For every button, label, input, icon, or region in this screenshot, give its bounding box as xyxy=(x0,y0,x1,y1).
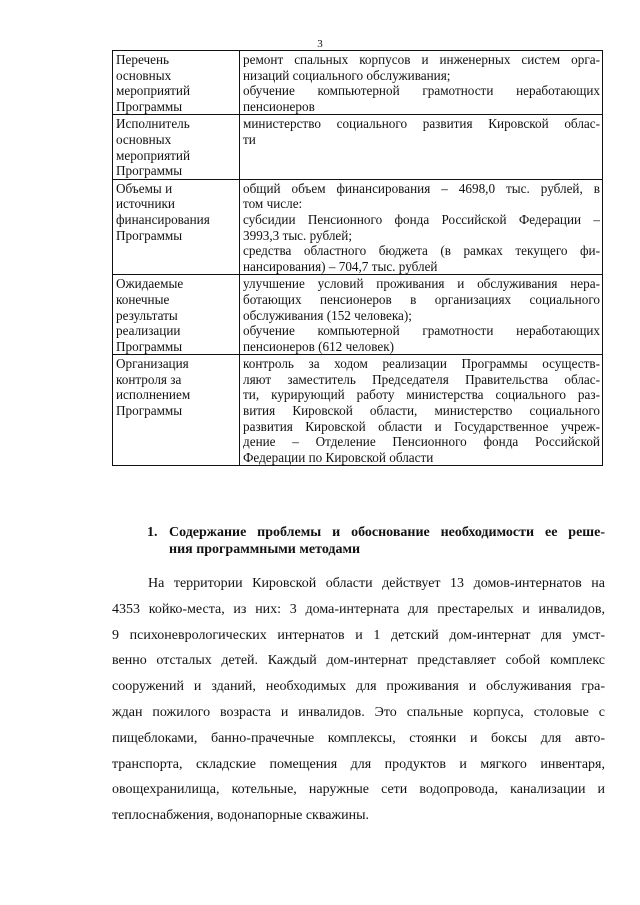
value-line: дение – Отделение Пенсионного фонда Российской xyxy=(243,434,600,450)
section-title-line: Содержание проблемы и обоснование необходимости ее реше- xyxy=(169,525,605,540)
label-line: Программы xyxy=(116,227,183,243)
label-line: Перечень xyxy=(116,52,170,67)
paragraph-line: пищеблоками, банно-прачечные комплексы, стоянки и боксы для авто- xyxy=(112,730,605,746)
value-line: контроль за ходом реализации Программы осуществ- xyxy=(243,356,600,372)
table-row xyxy=(113,51,603,115)
label-line: финансирования xyxy=(116,211,210,227)
section-number: 1. xyxy=(147,525,158,540)
row-value xyxy=(240,51,603,115)
table-row xyxy=(113,179,603,275)
value-line: нансирования) – 704,7 тыс. рублей xyxy=(243,258,438,274)
paragraph-line: ждан пожилого возраста и инвалидов. Это спальные корпуса, столовые с xyxy=(112,704,605,720)
value-line: улучшение условий проживания и обслуживания нера- xyxy=(243,276,600,292)
label-line: Программы xyxy=(116,98,183,114)
label-line: Организация xyxy=(116,356,189,372)
value-line: ремонт спальных корпусов и инженерных систем орга- xyxy=(243,52,600,67)
page-number: 3 xyxy=(317,38,323,50)
paragraph-line: овощехранилища, котельные, наружные сети водопровода, канализации и xyxy=(112,782,605,798)
value-line: субсидии Пенсионного фонда Российской Федерации – xyxy=(243,211,600,227)
table-row xyxy=(113,115,603,179)
label-line: основных xyxy=(116,67,172,83)
label-line: Исполнитель xyxy=(116,116,190,132)
label-line: источники xyxy=(116,196,175,212)
label-line: конечные xyxy=(116,291,170,307)
value-line: обучение компьютерной грамотности неработающих xyxy=(243,323,600,339)
label-line: реализации xyxy=(116,323,181,339)
value-line: том числе: xyxy=(243,196,303,212)
row-value xyxy=(240,179,603,275)
table-row xyxy=(113,275,603,355)
row-label xyxy=(113,179,240,275)
label-line: Программы xyxy=(116,163,183,179)
label-line: Программы xyxy=(116,338,183,354)
value-line: пенсионеров (612 человек) xyxy=(243,338,395,354)
program-passport-table xyxy=(112,50,603,466)
label-line: Ожидаемые xyxy=(116,276,184,292)
value-line: министерство социального развития Кировской облас- xyxy=(243,116,600,132)
paragraph-line: 4353 койко-места, из них: 3 дома-интерната для престарелых и инвалидов, xyxy=(112,601,605,617)
paragraph-line: транспорта, складские помещения для продуктов и мягкого инвентаря, xyxy=(112,756,605,772)
value-line: пенсионеров xyxy=(243,98,315,114)
value-line: низаций социального обслуживания; xyxy=(243,67,451,83)
section-title xyxy=(169,524,605,558)
label-line: результаты xyxy=(116,307,178,323)
label-line: Объемы и xyxy=(116,180,173,196)
table-row xyxy=(113,355,603,466)
paragraph-line: 9 психоневрологических интернатов и 1 детский дом-интернат для умст- xyxy=(112,627,605,643)
row-value xyxy=(240,115,603,179)
paragraph-line: теплоснабжения, водонапорные скважины. xyxy=(112,808,370,824)
paragraph-line: сооружений и зданий, необходимых для проживания и обслуживания гра- xyxy=(112,679,605,695)
row-label xyxy=(113,355,240,466)
paragraph-line: На территории Кировской области действует 13 домов-интернатов на xyxy=(148,576,605,591)
value-line: ляют заместитель Председателя Правительства облас- xyxy=(243,371,600,387)
body-paragraph xyxy=(112,571,605,829)
paragraph-line: венно отсталых детей. Каждый дом-интернат представляет собой комплекс xyxy=(112,653,605,669)
value-line: вития Кировской области, министерство социального xyxy=(243,403,600,419)
section-title-line: ния программными методами xyxy=(169,542,361,557)
label-line: контроля за xyxy=(116,371,182,387)
section-heading xyxy=(147,524,605,558)
value-line: ботающих пенсионеров в организациях социального xyxy=(243,291,600,307)
label-line: Программы xyxy=(116,403,183,419)
value-line: обслуживания (152 человека); xyxy=(243,307,412,323)
value-line: 3993,3 тыс. рублей; xyxy=(243,227,353,243)
value-line: ти xyxy=(243,131,256,147)
value-line: развития Кировской области и Государственное учреж- xyxy=(243,418,600,434)
row-label xyxy=(113,51,240,115)
value-line: общий объем финансирования – 4698,0 тыс. рублей, в xyxy=(243,180,600,196)
label-line: исполнением xyxy=(116,387,191,403)
row-label xyxy=(113,275,240,355)
value-line: обучение компьютерной грамотности неработающих xyxy=(243,83,600,99)
value-line: ти, курирующий работу министерства социального раз- xyxy=(243,387,600,403)
label-line: основных xyxy=(116,131,172,147)
row-value xyxy=(240,355,603,466)
label-line: мероприятий xyxy=(116,147,191,163)
label-line: мероприятий xyxy=(116,83,191,99)
row-value xyxy=(240,275,603,355)
row-label xyxy=(113,115,240,179)
value-line: средства областного бюджета (в рамках текущего фи- xyxy=(243,243,600,259)
value-line: Федерации по Кировской области xyxy=(243,449,434,465)
